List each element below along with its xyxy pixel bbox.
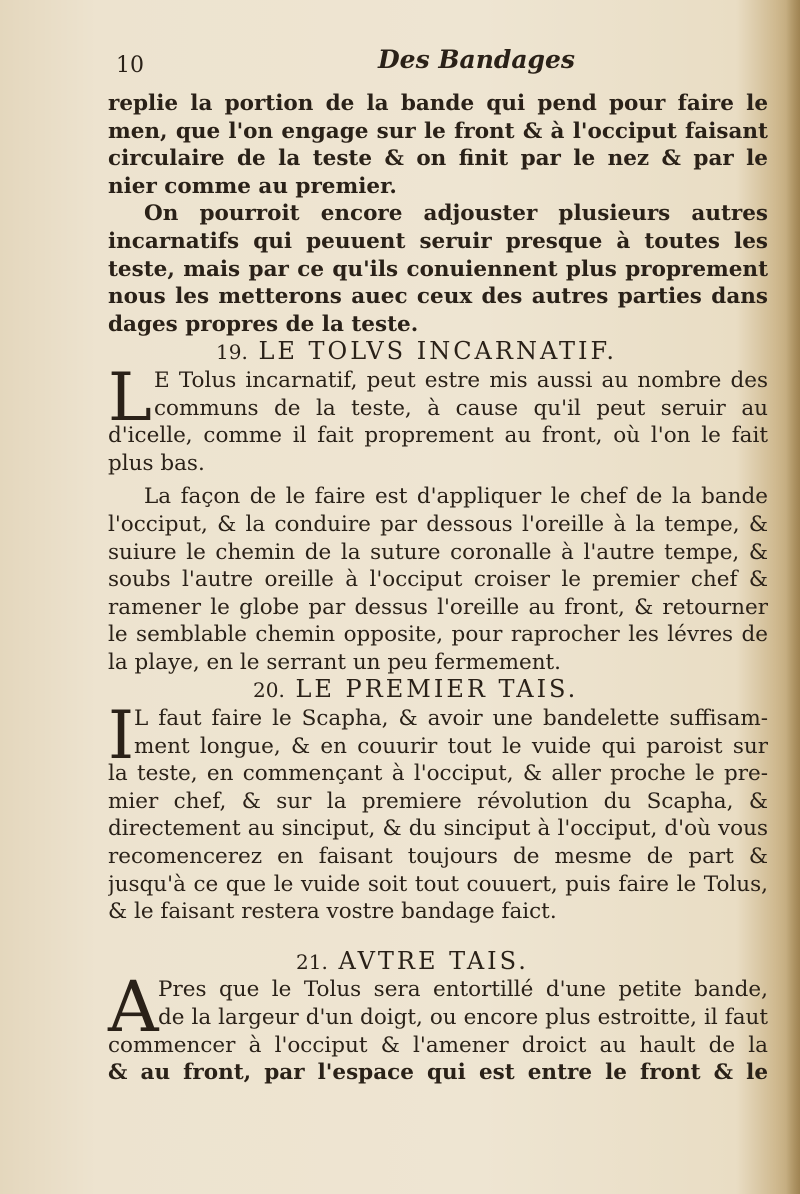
text-line: la teste, en commençant à l'occiput, & aller proche le pre- (108, 761, 768, 787)
intro-paragraph (108, 90, 768, 200)
section-20-body (108, 697, 768, 926)
text-line: communs de la teste, à cause qu'il peut seruir au (154, 395, 768, 421)
text-line: La façon de le faire est d'appliquer le chef de la bande (144, 484, 768, 510)
text-line: ramener le globe par dessus l'oreille au front, & retourner (108, 594, 768, 620)
text-line: ment longue, & en couurir tout le vuide qui paroist sur (134, 733, 768, 759)
text-line: On pourroit encore adjouster plusieurs autres (144, 201, 768, 227)
section-19-method (108, 483, 768, 676)
text-line: nier comme au premier. (108, 173, 397, 199)
section-heading-21 (108, 948, 768, 977)
drop-cap: L (108, 358, 152, 436)
text-line: soubs l'autre oreille à l'occiput croiser le premier chef & (108, 567, 768, 593)
text-line: L faut faire le Scapha, & avoir une bandelette suffisam- (134, 706, 768, 732)
page-header (108, 46, 768, 90)
section-number: 20. (253, 678, 285, 703)
text-line: men, que l'on engage sur le front & à l'occiput faisant (108, 118, 768, 144)
text-line: circulaire de la teste & on finit par le nez & par le (108, 146, 768, 172)
text-line: jusqu'à ce que le vuide soit tout couuert, puis faire le Tolus, (108, 871, 768, 897)
text-line: recomencerez en faisant toujours de mesme de part & (108, 844, 768, 870)
page-number: 10 (116, 53, 144, 78)
section-heading-19 (108, 338, 768, 367)
page-edge-shadow (786, 0, 800, 1194)
drop-cap: I (108, 697, 135, 775)
section-title: LE PREMIER TAIS. (295, 675, 579, 704)
text-line: mier chef, & sur la premiere révolution du Scapha, & (108, 788, 768, 814)
section-heading-20 (108, 676, 768, 705)
text-line: plus bas. (108, 450, 205, 476)
text-line: & le faisant restera vostre bandage faict. (108, 899, 557, 925)
text-line: l'occiput, & la conduire par dessous l'oreille à la tempe, & (108, 511, 768, 537)
section-number: 19. (216, 340, 248, 365)
page-text-block (108, 46, 768, 1087)
text-line: incarnatifs qui peuuent seruir presque à toutes les (108, 228, 768, 254)
text-line: d'icelle, comme il fait proprement au front, où l'on le fait (108, 423, 768, 449)
text-line: suiure le chemin de la suture coronalle à l'autre tempe, & (108, 539, 768, 565)
text-line: de la largeur d'un doigt, ou encore plus estroitte, il faut (158, 1005, 768, 1030)
text-line: replie la portion de la bande qui pend pour faire le (108, 91, 768, 116)
text-line: dages propres de la teste. (108, 311, 419, 337)
running-title: Des Bandages (378, 45, 576, 74)
text-line: E Tolus incarnatif, peut estre mis aussi au nombre des (154, 367, 768, 393)
text-line: teste, mais par ce qu'ils conuiennent plus proprement (108, 256, 768, 282)
section-number: 21. (296, 949, 328, 974)
text-line: & au front, par l'espace qui est entre le front & le (108, 1060, 768, 1086)
text-line: Pres que le Tolus sera entortillé d'une petite bande, (158, 977, 768, 1003)
section-21-body (108, 966, 768, 1086)
text-line: le semblable chemin opposite, pour raprocher les lévres de (108, 622, 768, 648)
text-line: directement au sinciput, & du sinciput à l'occiput, d'où vous (108, 816, 768, 842)
section-19-opening (108, 358, 768, 477)
drop-cap: A (108, 966, 159, 1049)
text-line: nous les metterons auec ceux des autres parties dans (108, 284, 768, 310)
section-title: LE TOLVS INCARNATIF. (258, 337, 618, 366)
text-line: la playe, en le serrant un peu fermement. (108, 649, 562, 675)
text-line: commencer à l'occiput & l'amener droict au hault de la (108, 1032, 768, 1058)
paragraph-additional-bandages (108, 200, 768, 338)
section-title: AVTRE TAIS. (338, 946, 529, 975)
